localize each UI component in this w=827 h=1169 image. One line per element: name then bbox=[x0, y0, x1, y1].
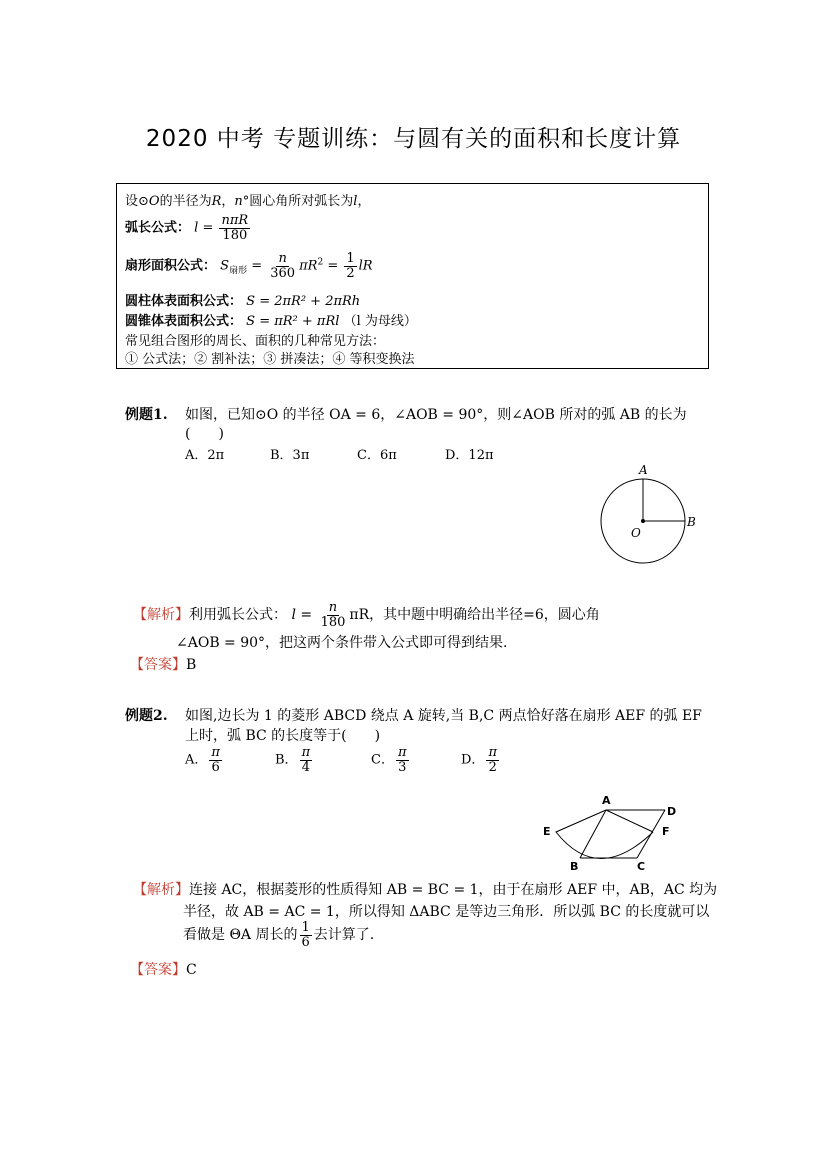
formula-lhs: l = bbox=[291, 607, 313, 624]
radius-symbol: R bbox=[211, 194, 222, 209]
example2-label: 例题2. bbox=[125, 708, 168, 724]
formula-label: 圆柱体表面积公式： bbox=[125, 294, 243, 309]
example2-option-a bbox=[185, 746, 224, 774]
methods-list: ① 公式法；② 割补法；③ 拼凑法；④ 等积变换法 bbox=[125, 352, 415, 367]
formula-expression: S = πR² + πRl bbox=[246, 314, 340, 329]
fraction bbox=[486, 746, 499, 774]
denominator: 360 bbox=[270, 265, 296, 281]
fraction bbox=[268, 252, 297, 280]
formula-note: （l 为母线） bbox=[343, 314, 417, 329]
circle-symbol: ⊙O bbox=[138, 194, 160, 209]
option-prefix: B． bbox=[275, 752, 298, 768]
answer-value: B bbox=[186, 657, 197, 673]
example2-question-line2: 上时，弧 BC 的长度等于( ) bbox=[185, 728, 381, 744]
intro-text: 设 bbox=[125, 194, 139, 209]
example1-label: 例题1. bbox=[125, 407, 168, 423]
numerator: π bbox=[301, 745, 311, 760]
intro-text: ， bbox=[357, 194, 371, 209]
example1-question: 如图，已知⊙O 的半径 OA = 6，∠AOB = 90°，则∠AOB 所对的弧 AB 的长为 bbox=[185, 407, 687, 423]
solution-tag: 【解析】 bbox=[133, 882, 189, 898]
option-prefix: A． bbox=[185, 752, 208, 768]
example1-option-c: C．6π bbox=[357, 448, 397, 463]
formula-label: 圆锥体表面积公式： bbox=[125, 314, 243, 329]
denominator: 4 bbox=[301, 759, 310, 775]
answer-tag: 【答案】 bbox=[130, 657, 186, 673]
denominator: 2 bbox=[488, 759, 497, 775]
formula-expression: S = 2πR² + 2πRh bbox=[246, 294, 361, 309]
fraction bbox=[209, 746, 222, 774]
numerator: n bbox=[328, 600, 338, 615]
label-f: F bbox=[662, 825, 670, 838]
superscript: 2 bbox=[317, 257, 324, 268]
label-o: O bbox=[631, 526, 641, 540]
answer-tag: 【答案】 bbox=[130, 962, 186, 978]
solution-text: 利用弧长公式： bbox=[189, 607, 287, 624]
solution-text: 看做是 ΘA 周长的 bbox=[183, 927, 298, 944]
fraction bbox=[219, 214, 250, 242]
example2-question: 如图,边长为 1 的菱形 ABCD 绕点 A 旋转,当 B,C 两点恰好落在扇形 AEF 的弧 EF bbox=[185, 708, 702, 724]
option-prefix: C． bbox=[371, 752, 394, 768]
side-cd bbox=[637, 810, 665, 858]
example2-option-c bbox=[371, 746, 411, 774]
denominator: 3 bbox=[398, 759, 407, 775]
example1-answer bbox=[130, 654, 196, 674]
formula-box bbox=[116, 183, 709, 369]
numerator: nπR bbox=[221, 213, 249, 228]
example2-option-d bbox=[461, 746, 501, 774]
arc-length-formula bbox=[125, 214, 252, 242]
center-point bbox=[641, 519, 645, 523]
fraction bbox=[300, 746, 313, 774]
formula-term: lR bbox=[358, 258, 373, 274]
page-title: 2020 中考 专题训练：与圆有关的面积和长度计算 bbox=[145, 126, 682, 152]
label-b: B bbox=[570, 860, 579, 873]
numerator: 1 bbox=[301, 920, 310, 935]
fraction bbox=[319, 601, 348, 629]
example1-option-a: A．2π bbox=[185, 448, 225, 463]
formula-term: πR bbox=[299, 258, 318, 274]
cylinder-formula bbox=[125, 290, 360, 309]
example2-figure bbox=[538, 790, 698, 875]
equals: = bbox=[251, 258, 263, 274]
answer-value: C bbox=[186, 962, 197, 978]
radius-af bbox=[606, 810, 653, 832]
subscript: 扇形 bbox=[229, 266, 248, 277]
equals: = bbox=[327, 258, 339, 274]
denominator: 6 bbox=[301, 934, 310, 950]
example2-option-b bbox=[275, 746, 314, 774]
denominator: 2 bbox=[346, 265, 355, 281]
example1-option-b: B．3π bbox=[270, 448, 310, 463]
sector-area-formula bbox=[125, 252, 373, 280]
example2-solution-line3 bbox=[183, 921, 374, 949]
label-d: D bbox=[667, 805, 677, 818]
sector-aef bbox=[556, 810, 653, 859]
methods-intro: 常见组合图形的周长、面积的几种常见方法： bbox=[125, 334, 386, 349]
intro-text: 的半径为 bbox=[159, 194, 212, 209]
label-e: E bbox=[543, 825, 551, 838]
arc-symbol: l bbox=[353, 194, 358, 209]
example2-answer bbox=[130, 959, 197, 979]
numerator: 1 bbox=[346, 251, 355, 266]
numerator: π bbox=[397, 745, 407, 760]
solution-text: πR，其中题中明确给出半径=6，圆心角 bbox=[349, 607, 600, 624]
intro-text: 圆心角所对弧长为 bbox=[249, 194, 354, 209]
example1-solution bbox=[133, 601, 600, 629]
side-ab bbox=[580, 810, 606, 858]
example2-solution-line2: 半径，故 AB = AC = 1，所以得知 ΔABC 是等边三角形．所以弧 BC 的长度就可以 bbox=[183, 904, 710, 920]
example1-figure bbox=[590, 460, 710, 580]
formula-intro bbox=[125, 190, 370, 209]
denominator: 180 bbox=[222, 227, 248, 243]
example2-solution bbox=[133, 879, 717, 899]
fraction bbox=[300, 921, 312, 949]
cone-formula bbox=[125, 310, 417, 329]
label-a: A bbox=[639, 463, 648, 477]
option-prefix: D． bbox=[461, 752, 485, 768]
label-c: C bbox=[637, 860, 646, 873]
fraction bbox=[344, 252, 356, 280]
solution-tag: 【解析】 bbox=[133, 607, 189, 624]
example1-question-blank: ( ) bbox=[185, 426, 224, 442]
numerator: π bbox=[211, 745, 220, 760]
example1-option-d: D．12π bbox=[445, 448, 494, 463]
denominator: 6 bbox=[211, 759, 220, 775]
solution-text: 连接 AC，根据菱形的性质得知 AB = BC = 1，由于在扇形 AEF 中，AB，AC 均为 bbox=[189, 882, 718, 898]
numerator: n bbox=[278, 251, 287, 266]
label-a: A bbox=[602, 794, 611, 807]
fraction bbox=[396, 746, 409, 774]
formula-lhs: S bbox=[220, 258, 230, 274]
formula-label: 扇形面积公式： bbox=[125, 258, 217, 274]
solution-text: 去计算了. bbox=[313, 927, 375, 944]
label-b: B bbox=[687, 515, 696, 529]
angle-symbol: n° bbox=[234, 194, 250, 209]
denominator: 180 bbox=[320, 614, 346, 630]
example1-solution-line2: ∠AOB = 90°，把这两个条件带入公式即可得到结果. bbox=[176, 635, 508, 651]
intro-text: ， bbox=[221, 194, 235, 209]
formula-lhs: l = bbox=[194, 220, 214, 236]
numerator: π bbox=[488, 745, 497, 760]
formula-label: 弧长公式： bbox=[125, 220, 191, 236]
